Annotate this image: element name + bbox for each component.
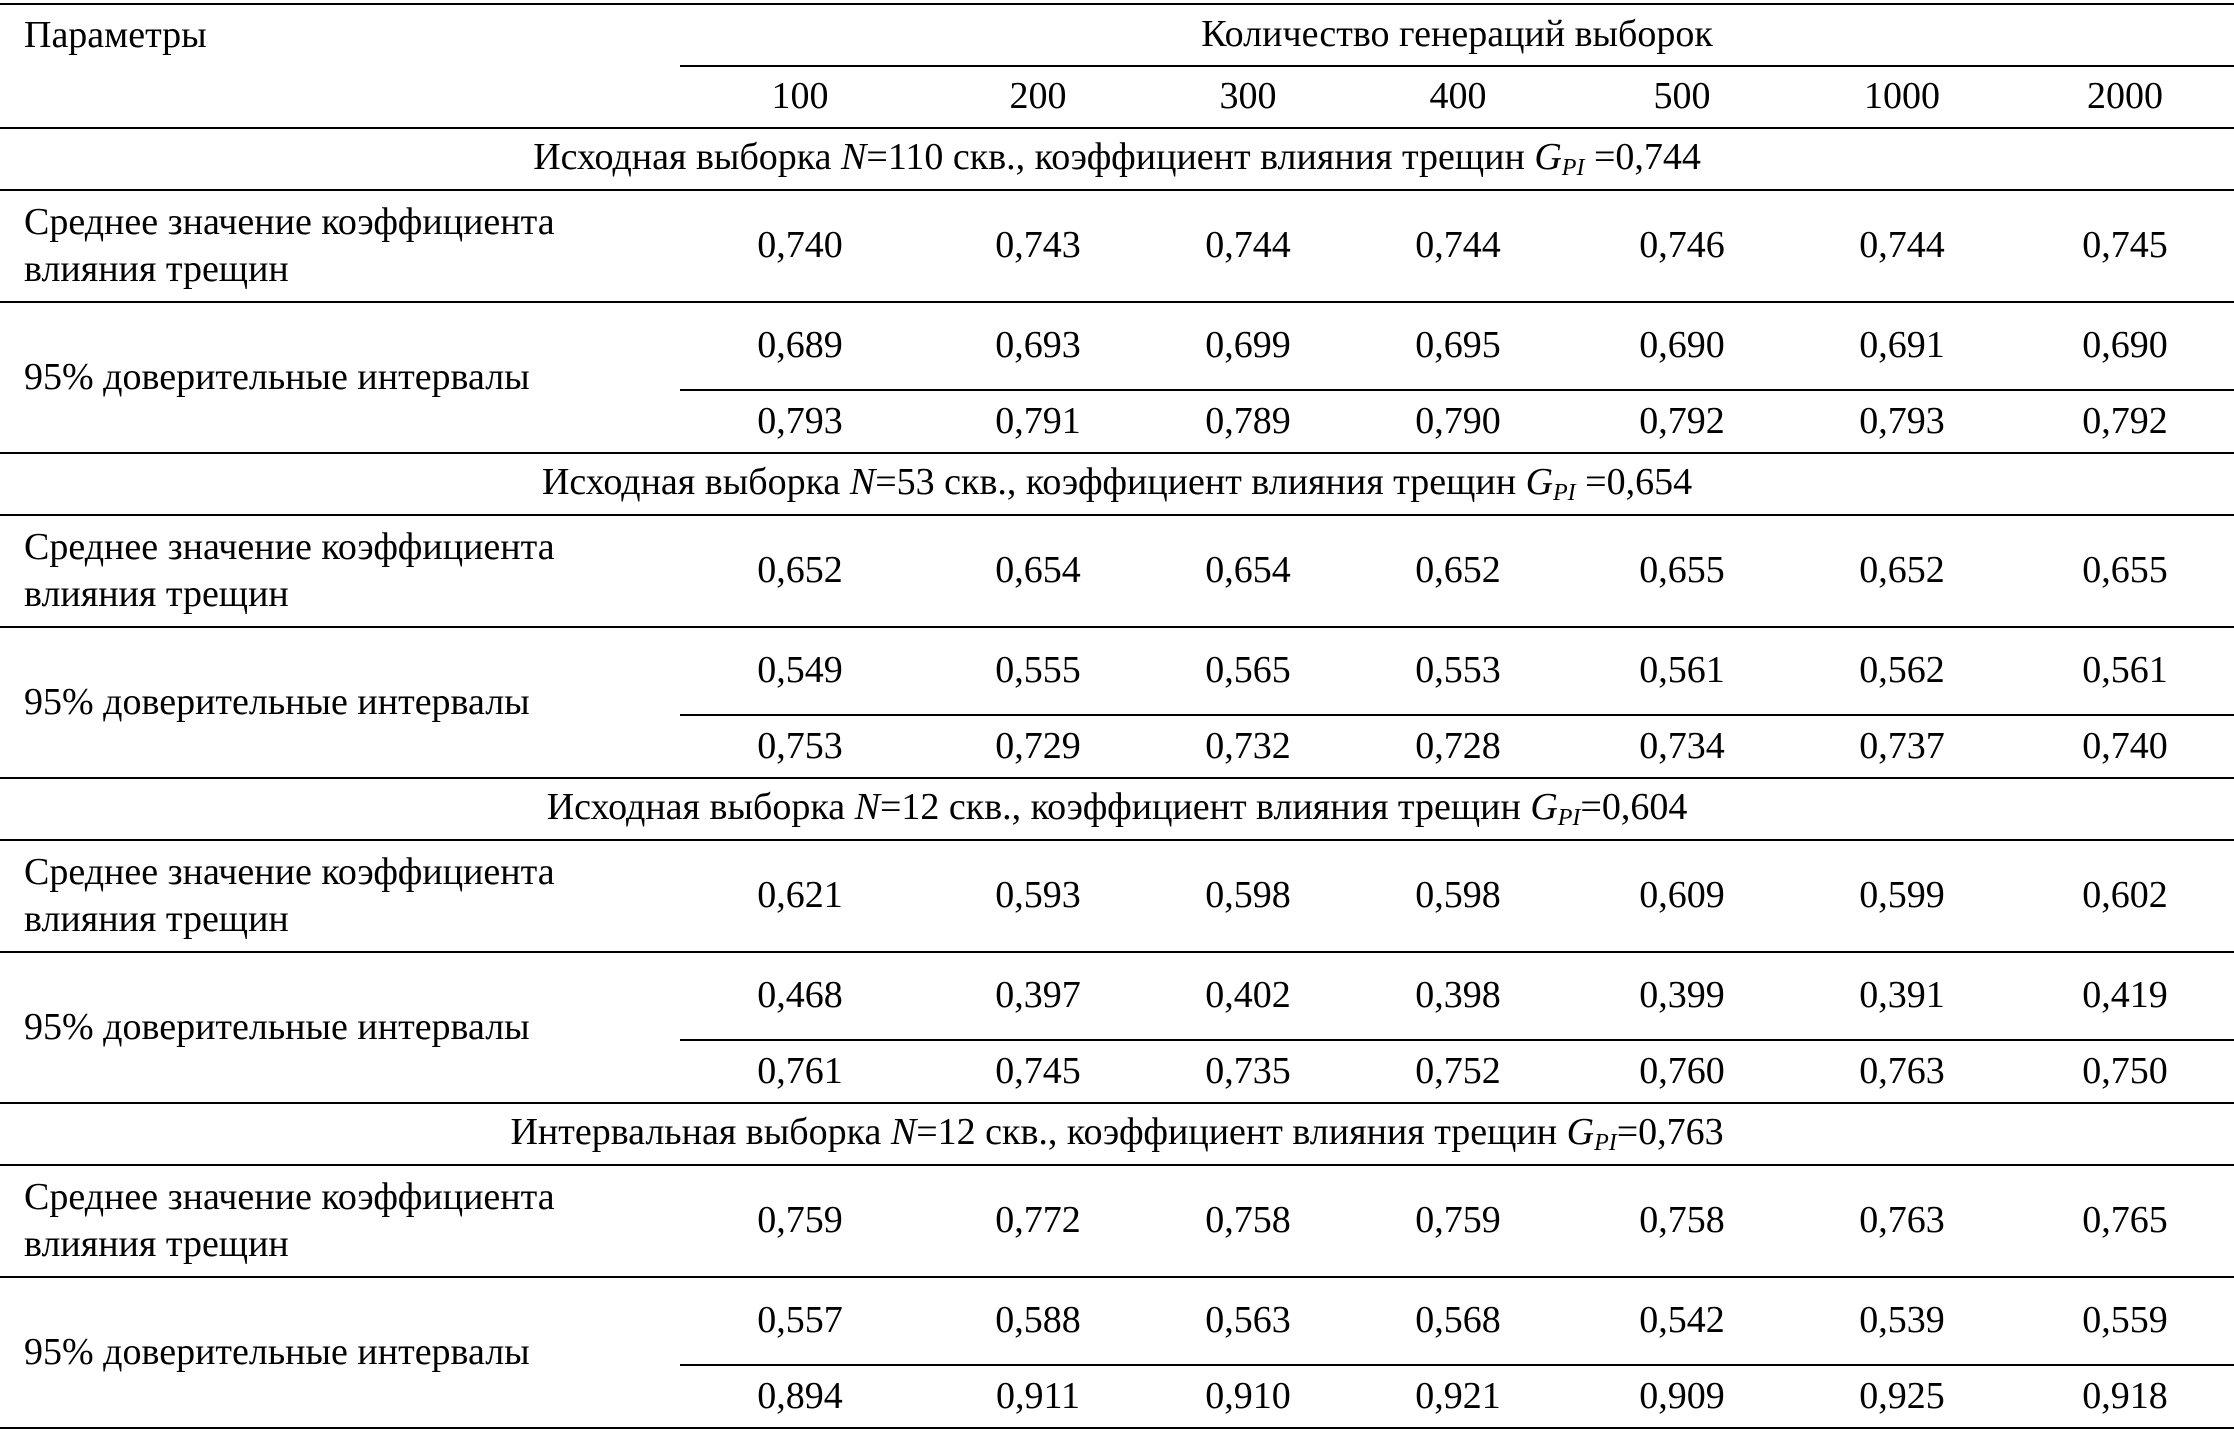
ci-lower-row (0, 1277, 2234, 1365)
mean-label: Среднее значение коэффициента влияния трещин (0, 190, 680, 302)
mean-value: 0,763 (1788, 1165, 2016, 1277)
mean-value: 0,654 (1156, 515, 1340, 627)
section-title-var: N (890, 1111, 917, 1154)
ci-lower-value: 0,562 (1859, 649, 1945, 692)
mean-label: Среднее значение коэффициента влияния трещин (0, 515, 680, 627)
section-title (0, 778, 2234, 840)
mean-label: Среднее значение коэффициента влияния трещин (0, 840, 680, 952)
ci-lower-value: 0,568 (1415, 1299, 1501, 1342)
mean-value: 0,652 (680, 515, 920, 627)
mean-value: 0,654 (920, 515, 1156, 627)
mean-label: Среднее значение коэффициента влияния трещин (0, 1165, 680, 1277)
section-title-post: =0,744 (1584, 136, 1701, 179)
ci-lower-value: 0,549 (757, 649, 843, 692)
section-title-pre: Исходная выборка (541, 461, 850, 504)
ci-label: 95% доверительные интервалы (0, 952, 680, 1103)
ci-upper-value: 0,792 (2016, 390, 2234, 453)
column-header: 2000 (2016, 66, 2234, 128)
ci-lower-value: 0,398 (1415, 974, 1501, 1017)
mean-row (0, 840, 2234, 952)
mean-value: 0,593 (920, 840, 1156, 952)
ci-upper-value: 0,910 (1156, 1365, 1340, 1428)
ci-lower-value: 0,399 (1639, 974, 1725, 1017)
ci-upper-value: 0,909 (1576, 1365, 1788, 1428)
section-title-sub: PI (1557, 805, 1581, 832)
ci-lower-row (0, 302, 2234, 390)
ci-lower-row (0, 627, 2234, 715)
ci-upper-value: 0,789 (1156, 390, 1340, 453)
column-header: 100 (680, 66, 920, 128)
ci-lower-value: 0,689 (757, 324, 843, 367)
ci-lower-value: 0,588 (995, 1299, 1081, 1342)
mean-value: 0,758 (1156, 1165, 1340, 1277)
mean-value: 0,759 (680, 1165, 920, 1277)
mean-row (0, 515, 2234, 627)
section-title-row (0, 128, 2234, 190)
section-title-mid: =53 скв., коэффициент влияния трещин (875, 461, 1526, 504)
column-header: 500 (1576, 66, 1788, 128)
mean-value: 0,599 (1788, 840, 2016, 952)
ci-upper-value: 0,752 (1340, 1040, 1576, 1103)
header-row (0, 4, 2234, 66)
ci-upper-value: 0,760 (1576, 1040, 1788, 1103)
mean-value: 0,602 (2016, 840, 2234, 952)
ci-lower-value: 0,690 (1639, 324, 1725, 367)
ci-upper-value: 0,745 (920, 1040, 1156, 1103)
ci-upper-value: 0,734 (1576, 715, 1788, 778)
ci-upper-value: 0,793 (680, 390, 920, 453)
ci-upper-value: 0,740 (2016, 715, 2234, 778)
section-title-post: =0,604 (1580, 786, 1688, 829)
mean-value: 0,598 (1340, 840, 1576, 952)
ci-upper-value: 0,737 (1788, 715, 2016, 778)
ci-upper-value: 0,753 (680, 715, 920, 778)
ci-upper-value: 0,750 (2016, 1040, 2234, 1103)
ci-upper-value: 0,732 (1156, 715, 1340, 778)
param-header: Параметры (0, 4, 680, 128)
section-title-pre: Исходная выборка (533, 136, 842, 179)
mean-row (0, 190, 2234, 302)
mean-value: 0,609 (1576, 840, 1788, 952)
ci-upper-value: 0,792 (1576, 390, 1788, 453)
ci-lower-value: 0,542 (1639, 1299, 1725, 1342)
mean-value: 0,745 (2016, 190, 2234, 302)
column-header: 400 (1340, 66, 1576, 128)
ci-lower-value: 0,699 (1205, 324, 1291, 367)
mean-value: 0,744 (1788, 190, 2016, 302)
ci-lower-row (0, 952, 2234, 1040)
ci-lower-value: 0,565 (1205, 649, 1291, 692)
mean-row (0, 1165, 2234, 1277)
ci-upper-value: 0,911 (920, 1365, 1156, 1428)
section-title-row (0, 1103, 2234, 1165)
results-table (0, 3, 2234, 1429)
ci-upper-value: 0,894 (680, 1365, 920, 1428)
ci-lower-value: 0,691 (1859, 324, 1945, 367)
section-title-post: =0,654 (1575, 461, 1693, 504)
ci-label: 95% доверительные интервалы (0, 302, 680, 453)
section-title (0, 1103, 2234, 1165)
ci-lower-value: 0,468 (757, 974, 843, 1017)
column-header: 300 (1156, 66, 1340, 128)
mean-value: 0,655 (2016, 515, 2234, 627)
ci-lower-value: 0,561 (2082, 649, 2168, 692)
section-title-pre: Интервальная выборка (510, 1111, 891, 1154)
ci-lower-value: 0,391 (1859, 974, 1945, 1017)
group-header: Количество генераций выборок (680, 4, 2234, 66)
mean-value: 0,652 (1340, 515, 1576, 627)
section-title-mid: =110 скв., коэффициент влияния трещин (866, 136, 1535, 179)
mean-value: 0,744 (1340, 190, 1576, 302)
section-title (0, 453, 2234, 515)
ci-upper-value: 0,925 (1788, 1365, 2016, 1428)
mean-value: 0,758 (1576, 1165, 1788, 1277)
ci-lower-value: 0,563 (1205, 1299, 1291, 1342)
ci-lower-value: 0,539 (1859, 1299, 1945, 1342)
mean-value: 0,740 (680, 190, 920, 302)
section-title-sub: PI (1561, 155, 1585, 182)
section-title-g: G (1525, 461, 1554, 504)
section-title-var: N (841, 136, 867, 179)
ci-label: 95% доверительные интервалы (0, 1277, 680, 1428)
section-title-g: G (1566, 1111, 1595, 1154)
ci-lower-value: 0,555 (995, 649, 1081, 692)
section-title-g: G (1530, 786, 1558, 829)
section-title-post: =0,763 (1616, 1111, 1724, 1154)
ci-upper-value: 0,921 (1340, 1365, 1576, 1428)
ci-upper-value: 0,728 (1340, 715, 1576, 778)
ci-upper-value: 0,793 (1788, 390, 2016, 453)
mean-value: 0,655 (1576, 515, 1788, 627)
ci-lower-value: 0,419 (2082, 974, 2168, 1017)
ci-lower-value: 0,690 (2082, 324, 2168, 367)
section-title-g: G (1534, 136, 1562, 179)
mean-value: 0,652 (1788, 515, 2016, 627)
ci-lower-value: 0,557 (757, 1299, 843, 1342)
section-title-mid: =12 скв., коэффициент влияния трещин (879, 786, 1531, 829)
section-title-sub: PI (1594, 1130, 1617, 1157)
mean-value: 0,772 (920, 1165, 1156, 1277)
column-header: 200 (920, 66, 1156, 128)
section-title-mid: =12 скв., коэффициент влияния трещин (916, 1111, 1567, 1154)
mean-value: 0,621 (680, 840, 920, 952)
column-header: 1000 (1788, 66, 2016, 128)
ci-upper-value: 0,791 (920, 390, 1156, 453)
mean-value: 0,765 (2016, 1165, 2234, 1277)
ci-upper-value: 0,763 (1788, 1040, 2016, 1103)
ci-lower-value: 0,695 (1415, 324, 1501, 367)
ci-upper-value: 0,735 (1156, 1040, 1340, 1103)
ci-lower-value: 0,693 (995, 324, 1081, 367)
ci-lower-value: 0,402 (1205, 974, 1291, 1017)
ci-upper-value: 0,761 (680, 1040, 920, 1103)
ci-lower-value: 0,397 (995, 974, 1081, 1017)
section-title-var: N (849, 461, 876, 504)
ci-lower-value: 0,561 (1639, 649, 1725, 692)
ci-label: 95% доверительные интервалы (0, 627, 680, 778)
section-title-row (0, 453, 2234, 515)
section-title (0, 128, 2234, 190)
ci-lower-value: 0,559 (2082, 1299, 2168, 1342)
mean-value: 0,744 (1156, 190, 1340, 302)
mean-value: 0,746 (1576, 190, 1788, 302)
section-title-var: N (854, 786, 880, 829)
mean-value: 0,743 (920, 190, 1156, 302)
section-title-pre: Исходная выборка (546, 786, 855, 829)
mean-value: 0,598 (1156, 840, 1340, 952)
ci-upper-value: 0,918 (2016, 1365, 2234, 1428)
ci-upper-value: 0,729 (920, 715, 1156, 778)
ci-lower-value: 0,553 (1415, 649, 1501, 692)
section-title-row (0, 778, 2234, 840)
section-title-sub: PI (1553, 480, 1576, 507)
mean-value: 0,759 (1340, 1165, 1576, 1277)
ci-upper-value: 0,790 (1340, 390, 1576, 453)
